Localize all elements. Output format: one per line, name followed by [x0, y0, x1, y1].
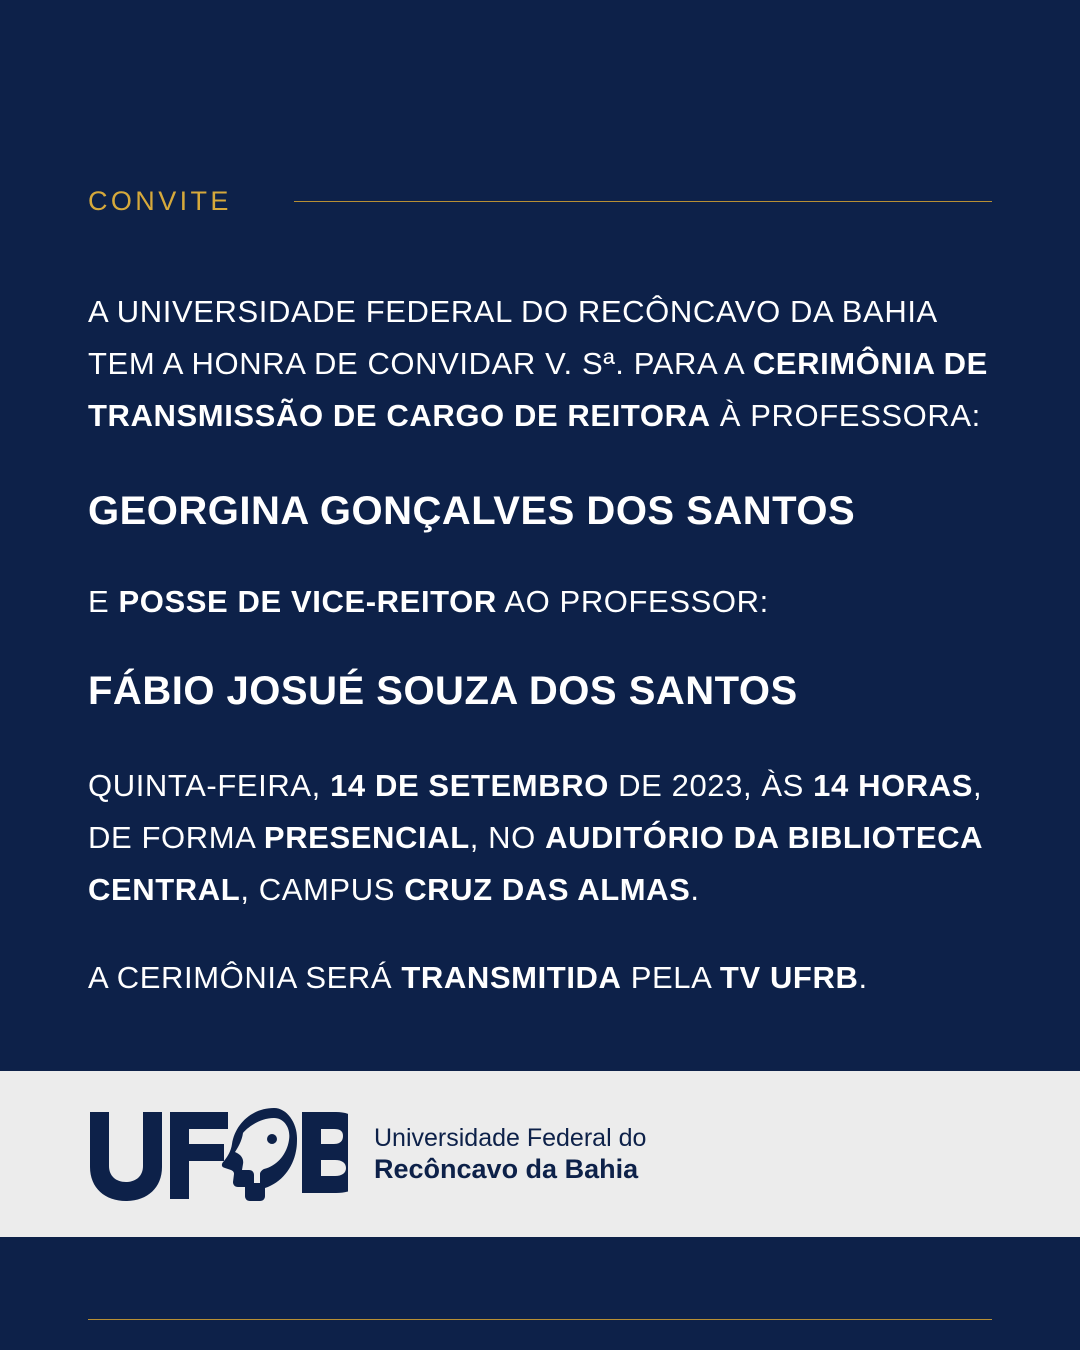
vice-rector-name: FÁBIO JOSUÉ SOUZA DOS SANTOS [88, 669, 798, 713]
event-details-paragraph [88, 760, 1000, 916]
ufrb-logo-wordmark [374, 1123, 646, 1185]
logo-name-line-2: Recôncavo da Bahia [374, 1154, 639, 1184]
details-2-normal-2: , NO [469, 820, 546, 855]
bottom-divider [88, 1319, 992, 1320]
rector-name: GEORGINA GONÇALVES DOS SANTOS [88, 489, 856, 533]
intro-line-2-normal: TEM A HONRA DE CONVIDAR V. Sª. PARA A [88, 346, 753, 381]
vice-line-normal-2: AO PROFESSOR: [496, 584, 769, 619]
details-1-strong-2: 14 HORAS [813, 768, 974, 803]
vice-line-strong: POSSE DE VICE-REITOR [118, 584, 497, 619]
details-3-normal-1: , CAMPUS [240, 872, 405, 907]
vice-line-normal-1: E [88, 584, 119, 619]
vice-paragraph [88, 576, 1000, 628]
eyebrow-row [88, 186, 992, 217]
details-1-normal-2: DE 2023, ÀS [608, 768, 814, 803]
intro-line-3-normal: À PROFESSORA: [710, 398, 981, 433]
details-1-normal-3: , [973, 768, 983, 803]
details-1-normal-1: QUINTA-FEIRA, [88, 768, 331, 803]
intro-line-2-strong: CERIMÔNIA DE [752, 346, 988, 381]
broadcast-strong-1: TRANSMITIDA [401, 960, 622, 995]
ufrb-logo-icon [86, 1106, 348, 1202]
broadcast-normal-3: . [858, 960, 868, 995]
broadcast-normal-2: PELA [621, 960, 720, 995]
details-3-strong-2: CRUZ DAS ALMAS [404, 872, 691, 907]
broadcast-normal-1: A CERIMÔNIA SERÁ [88, 960, 402, 995]
eyebrow-divider [294, 201, 992, 202]
invitation-body [88, 286, 1000, 1004]
broadcast-paragraph [88, 952, 1000, 1004]
intro-line-3-strong: TRANSMISSÃO DE CARGO DE REITORA [88, 398, 711, 433]
intro-line-1: A UNIVERSIDADE FEDERAL DO RECÔNCAVO DA BAHIA [88, 294, 938, 329]
ufrb-logo [86, 1106, 646, 1202]
details-2-strong-1: PRESENCIAL [263, 820, 470, 855]
details-2-strong-2: AUDITÓRIO DA BIBLIOTECA [545, 820, 984, 855]
details-1-strong-1: 14 DE SETEMBRO [330, 768, 609, 803]
details-2-normal-1: DE FORMA [88, 820, 264, 855]
details-3-strong-1: CENTRAL [88, 872, 241, 907]
footer-logo-band [0, 1071, 1080, 1237]
details-3-normal-2: . [690, 872, 700, 907]
eyebrow-label: CONVITE [88, 186, 232, 216]
intro-paragraph [88, 286, 1000, 442]
broadcast-strong-2: TV UFRB [719, 960, 859, 995]
logo-name-line-1: Universidade Federal do [374, 1124, 647, 1152]
